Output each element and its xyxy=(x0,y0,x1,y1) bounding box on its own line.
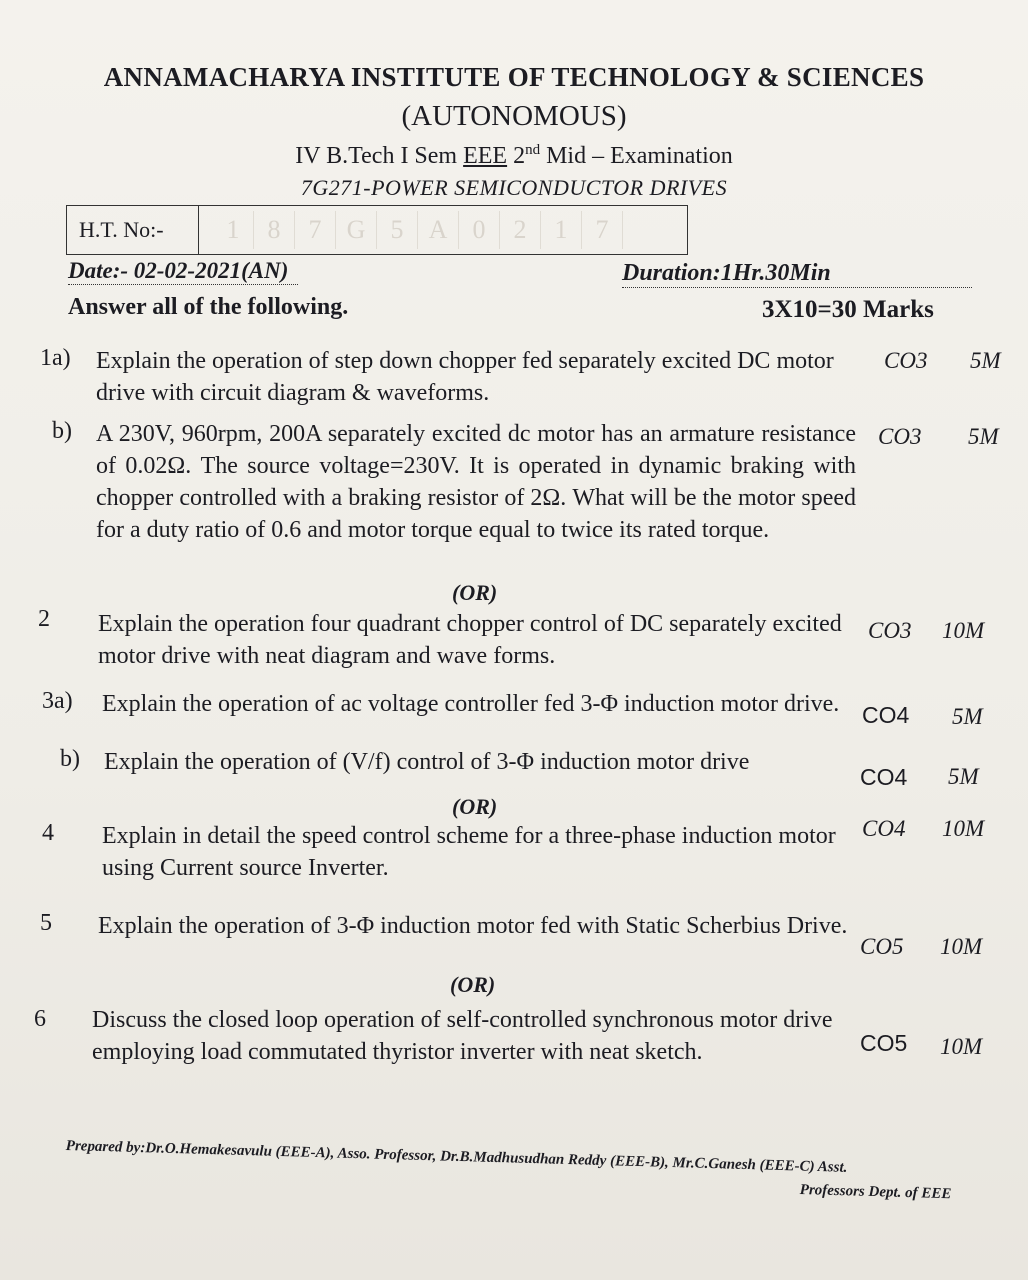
question-text: Explain the operation of step down chopper fed separately excited DC motor drive with circuit diagram & waveforms. xyxy=(96,348,834,406)
question-number: 5 xyxy=(40,910,52,936)
question-marks: 5M xyxy=(952,704,983,729)
or-separator: (OR) xyxy=(450,972,496,997)
course-outcome: CO4 xyxy=(862,816,906,841)
exam-ordinal: 2 xyxy=(507,143,526,169)
question-marks: 10M xyxy=(942,816,985,841)
hall-ticket-box xyxy=(66,205,688,255)
course-outcome: CO5 xyxy=(860,1030,908,1056)
exam-prefix: IV B.Tech I Sem xyxy=(295,143,464,169)
hall-ticket-digit: 7 xyxy=(582,211,623,249)
question-text: Explain the operation of 3-Φ induction motor fed with Static Scherbius Drive. xyxy=(98,913,848,939)
hall-ticket-digit: 2 xyxy=(500,211,541,249)
course-outcome: CO3 xyxy=(868,618,912,643)
hall-ticket-digit: 1 xyxy=(213,211,254,249)
course-outcome: CO4 xyxy=(862,702,910,728)
hall-ticket-digit: 7 xyxy=(295,211,336,249)
course-outcome: CO3 xyxy=(884,348,928,373)
question-marks: 5M xyxy=(970,348,1001,373)
question-marks: 10M xyxy=(940,934,983,959)
exam-title xyxy=(0,142,1028,170)
question-number: 2 xyxy=(38,606,50,632)
question-text: Explain the operation of (V/f) control of 3-Φ induction motor drive xyxy=(104,749,750,775)
question-text: A 230V, 960rpm, 200A separately excited dc motor has an armature resistance of 0.02Ω. The source voltage=230V. It is operated in dynamic braking with chopper controlled with a braking resistor of 2Ω. What will be the motor speed for a duty ratio of 0.6 and motor torque equal to twice its rated torque. xyxy=(96,421,856,543)
question-text: Explain the operation of ac voltage controller fed 3-Φ induction motor drive. xyxy=(102,691,840,717)
hall-ticket-digit: G xyxy=(336,211,377,249)
institute-name: ANNAMACHARYA INSTITUTE OF TECHNOLOGY & SCIENCES xyxy=(103,62,925,92)
question-marks: 5M xyxy=(948,764,979,789)
question-number: b) xyxy=(60,746,80,772)
question-text: Discuss the closed loop operation of self-controlled synchronous motor drive employing load commutated thyristor inverter with neat sketch. xyxy=(92,1007,833,1065)
question-number: 1a) xyxy=(40,345,71,371)
question-number: b) xyxy=(52,418,72,444)
course-outcome: CO3 xyxy=(878,424,922,449)
question-text: Explain the operation four quadrant chopper control of DC separately excited motor drive with neat diagram and wave forms. xyxy=(98,611,842,669)
hall-ticket-digit: 8 xyxy=(254,211,295,249)
hall-ticket-label: H.T. No:- xyxy=(67,206,199,254)
course-outcome: CO5 xyxy=(860,934,904,959)
question-marks: 10M xyxy=(942,618,985,643)
course-outcome: CO4 xyxy=(860,764,908,790)
or-separator: (OR) xyxy=(452,794,498,819)
prepared-by-dept: Professors Dept. of EEE xyxy=(799,1182,952,1203)
question-number: 4 xyxy=(42,820,54,846)
or-separator: (OR) xyxy=(452,580,498,605)
exam-duration: Duration:1Hr.30Min xyxy=(622,260,972,288)
exam-suffix: Mid – Examination xyxy=(540,143,733,169)
hall-ticket-digit: A xyxy=(418,211,459,249)
question-text: Explain in detail the speed control scheme for a three-phase induction motor using Current source Inverter. xyxy=(102,823,836,881)
prepared-by: Prepared by:Dr.O.Hemakesavulu (EEE-A), Asso. Professor, Dr.B.Madhusudhan Reddy (EEE-B), Mr.C.Ganesh (EEE-C) Asst. xyxy=(65,1138,848,1176)
question-number: 3a) xyxy=(42,688,73,714)
exam-branch: EEE xyxy=(463,143,508,169)
exam-date: Date:- 02-02-2021(AN) xyxy=(68,258,298,285)
question-marks: 10M xyxy=(940,1034,983,1059)
exam-ordinal-sup: nd xyxy=(525,142,541,158)
hall-ticket-digits xyxy=(199,206,687,254)
hall-ticket-digit: 5 xyxy=(377,211,418,249)
subject-title: 7G271-POWER SEMICONDUCTOR DRIVES xyxy=(300,175,728,200)
hall-ticket-digit: 0 xyxy=(459,211,500,249)
autonomous-label: (AUTONOMOUS) xyxy=(401,100,627,132)
exam-instruction: Answer all of the following. xyxy=(68,294,349,320)
total-marks: 3X10=30 Marks xyxy=(762,296,934,323)
question-number: 6 xyxy=(34,1006,46,1032)
question-marks: 5M xyxy=(968,424,999,449)
hall-ticket-digit: 1 xyxy=(541,211,582,249)
